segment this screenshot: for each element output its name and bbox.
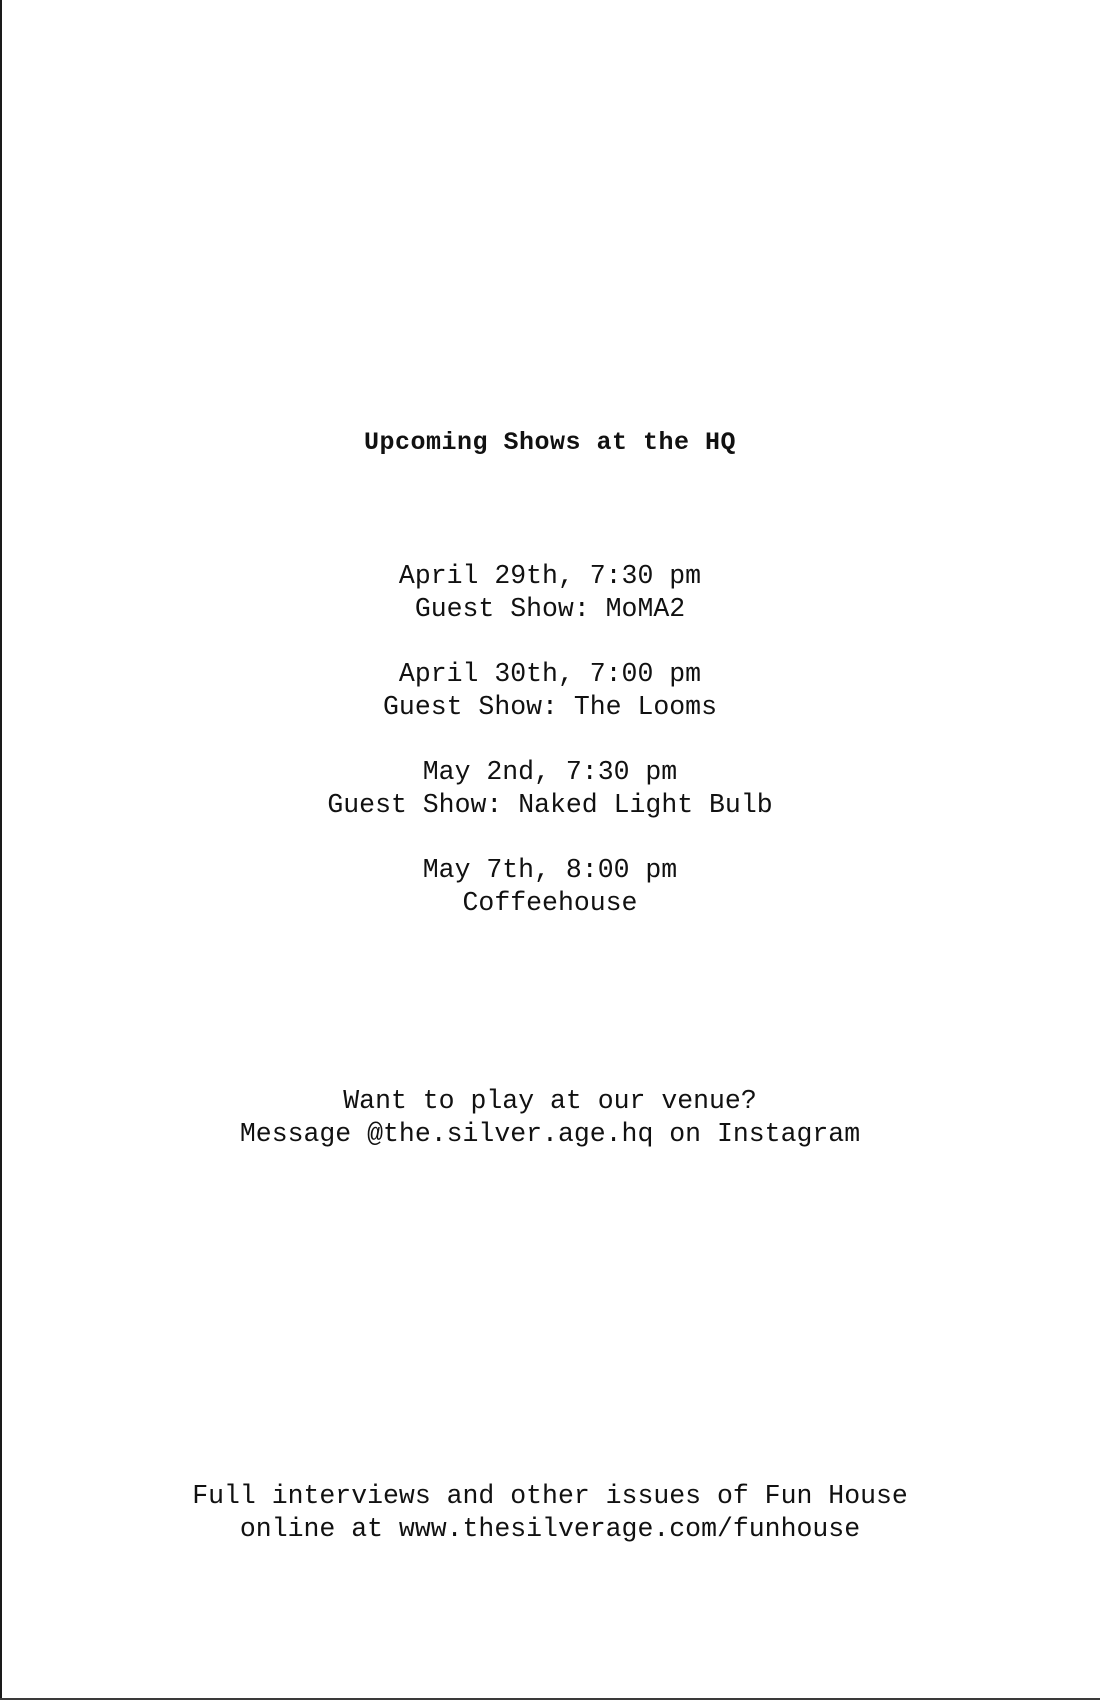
contact-instagram: Message @the.silver.age.hq on Instagram: [239, 1119, 861, 1149]
footer-line-1: Full interviews and other issues of Fun House: [192, 1481, 908, 1511]
show-act: Coffeehouse: [462, 888, 638, 918]
show-act: Guest Show: MoMA2: [414, 594, 686, 624]
show-date: April 29th, 7:30 pm: [398, 561, 702, 591]
footer-block: [0, 1480, 1100, 1546]
show-entry: [0, 854, 1100, 920]
footer-line-2: online at www.thesilverage.com/funhouse: [239, 1514, 861, 1544]
show-date: May 2nd, 7:30 pm: [422, 757, 678, 787]
contact-block: [0, 1085, 1100, 1151]
show-entry: [0, 756, 1100, 822]
show-entry: [0, 658, 1100, 724]
show-act: Guest Show: Naked Light Bulb: [327, 790, 773, 820]
show-date: May 7th, 8:00 pm: [422, 855, 678, 885]
show-entry: [0, 560, 1100, 626]
show-date: April 30th, 7:00 pm: [398, 659, 702, 689]
contact-prompt: Want to play at our venue?: [343, 1086, 757, 1116]
show-act: Guest Show: The Looms: [383, 692, 717, 722]
show-list: [0, 560, 1100, 952]
page-title: Upcoming Shows at the HQ: [363, 428, 737, 457]
